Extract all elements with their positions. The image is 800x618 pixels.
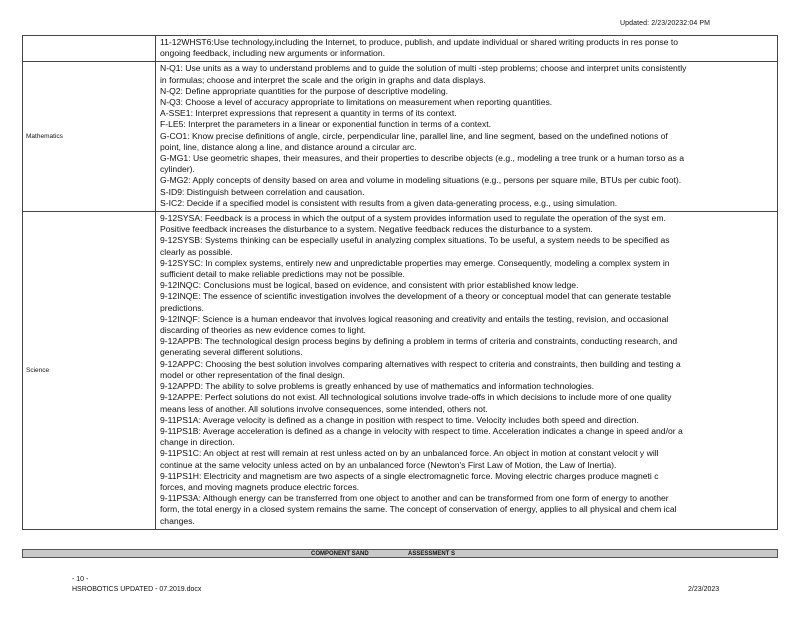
standards-list-cell (156, 212, 778, 530)
standards-table (22, 35, 778, 530)
standard-line: generating several different solutions. (160, 347, 303, 358)
standard-line: 9-12APPC: Choosing the best solution involves comparing alternatives with respect to criteria and constraints, then building and testing a (160, 358, 681, 369)
standards-row (23, 212, 778, 530)
component-assessment-bar (22, 549, 778, 558)
standards-list-cell (156, 36, 778, 62)
standard-line: model or other representation of the final design. (160, 369, 345, 380)
standard-line: 9-12APPE: Perfect solutions do not exist. All technological solutions involve trade-offs in which decisions to include more of one quality (160, 392, 672, 403)
standard-line: 9-12SYSC: In complex systems, entirely new and unpredictable properties may emerge. Consequently, modeling a complex system in (160, 257, 670, 268)
standard-line: 9-12SYSB: Systems thinking can be especially useful in analyzing complex situations. To be useful, a system needs to be specified as (160, 235, 670, 246)
standard-line: 9-12APPB: The technological design process begins by defining a problem in terms of criteria and constraints, conducting research, and (160, 336, 678, 347)
subject-cell: Mathematics (23, 62, 156, 212)
standard-line: ongoing feedback, including new arguments or information. (160, 48, 386, 59)
standard-line: G-MG2: Apply concepts of density based on area and volume in modeling situations (e.g., persons per square mile, BTUs per cubic foot). (160, 175, 682, 186)
page-number: - 10 - (72, 576, 89, 583)
standard-line: means less of another. All solutions involve consequences, some intended, others not. (160, 403, 488, 414)
standard-line: G-CO1: Know precise definitions of angle, circle, perpendicular line, parallel line, and line segment, based on the undefined notions of (160, 130, 668, 141)
standard-line: N-Q3: Choose a level of accuracy appropriate to limitations on measurement when reporting quantities. (160, 97, 553, 108)
standard-line: continue at the same velocity unless acted on by an unbalanced force (Newton's First Law of Motion, the Law of Inertia). (160, 459, 617, 470)
standard-line: 9-11PS3A: Although energy can be transferred from one object to another and can be transformed from one form of energy to another (160, 493, 669, 504)
subject-cell: Science (23, 212, 156, 530)
standard-line: A-SSE1: Interpret expressions that represent a quantity in terms of its context. (160, 108, 457, 119)
standard-line: S-ID9: Distinguish between correlation and causation. (160, 186, 365, 197)
standards-list-cell (156, 62, 778, 212)
standard-line: N-Q2: Define appropriate quantities for the purpose of descriptive modeling. (160, 85, 449, 96)
standard-line: Positive feedback increases the disturbance to a system. Negative feedback reduces the disturbance to a system. (160, 224, 593, 235)
standard-line: 9-12INQF: Science is a human endeavor that involves logical reasoning and creativity and entails the testing, revision, and occasional (160, 313, 669, 324)
standard-line: 9-12APPD: The ability to solve problems is greatly enhanced by use of mathematics and information technologies. (160, 381, 595, 392)
standard-line: 9-12SYSA: Feedback is a process in which the output of a system provides information used to regulate the operation of the syst em. (160, 213, 666, 224)
standard-line: change in direction. (160, 437, 235, 448)
standard-line: 9-12INQC: Conclusions must be logical, based on evidence, and consistent with prior established know ledge. (160, 280, 579, 291)
standard-line: in formulas; choose and interpret the scale and the origin in graphs and data displays. (160, 74, 486, 85)
standard-line: clearly as possible. (160, 246, 233, 257)
standard-line: changes. (160, 515, 195, 526)
updated-timestamp: Updated: 2/23/20232:04 PM (620, 20, 711, 27)
standard-line: S-IC2: Decide if a specified model is consistent with results from a given data-generating process, e.g., using simulation. (160, 197, 618, 208)
standard-line: 9-12INQE: The essence of scientific investigation involves the development of a theory or conceptual model that can generate testable (160, 291, 671, 302)
standard-line: point, line, distance along a line, and distance around a circular arc. (160, 141, 417, 152)
standard-line: 11-12WHST6:Use technology,including the Internet, to produce, publish, and update individual or shared writing products in res ponse to (160, 37, 678, 47)
standard-line: form, the total energy in a closed system remains the same. The concept of conservation of energy, applies to all physical and chem ical (160, 504, 677, 515)
standards-row (23, 36, 778, 62)
standards-row (23, 62, 778, 212)
standard-line: 9-11PS1C: An object at rest will remain at rest unless acted on by an unbalanced force. An object in motion at constant velocit y will (160, 448, 659, 459)
standard-line: predictions. (160, 302, 204, 313)
standard-line: G-MG1: Use geometric shapes, their measures, and their properties to describe objects (e.g., modeling a tree trunk or a human torso as a (160, 153, 684, 164)
subject-cell (23, 36, 156, 62)
assessment-label: ASSESSMENT S (408, 550, 456, 557)
standard-line: F-LE5: Interpret the parameters in a linear or exponential function in terms of a context. (160, 119, 492, 130)
standard-line: discarding of theories as new evidence comes to light. (160, 325, 366, 336)
standard-line: 9-11PS1B: Average acceleration is defined as a change in velocity with respect to time. Acceleration indicates a change in speed and/or a (160, 425, 683, 436)
standard-line: forces, and moving magnets produce electric forces. (160, 481, 360, 492)
standard-line: 9-11PS1A: Average velocity is defined as a change in position with respect to time. Velocity includes both speed and direction. (160, 414, 639, 425)
standard-line: N-Q1: Use units as a way to understand problems and to guide the solution of multi -step problems; choose and interpret units consistently (160, 63, 687, 74)
standard-line: sufficient detail to make reliable predictions may not be possible. (160, 269, 405, 280)
standard-line: cylinder). (160, 164, 195, 175)
standard-line: 9-11PS1H: Electricity and magnetism are two aspects of a single electromagnetic force. Moving electric charges produce magneti c (160, 470, 659, 481)
component-label: COMPONENT SAND (311, 550, 369, 557)
footer-date: 2/23/2023 (688, 586, 720, 593)
footer-filename: HSROBOTICS UPDATED - 07.2019.docx (72, 586, 202, 593)
